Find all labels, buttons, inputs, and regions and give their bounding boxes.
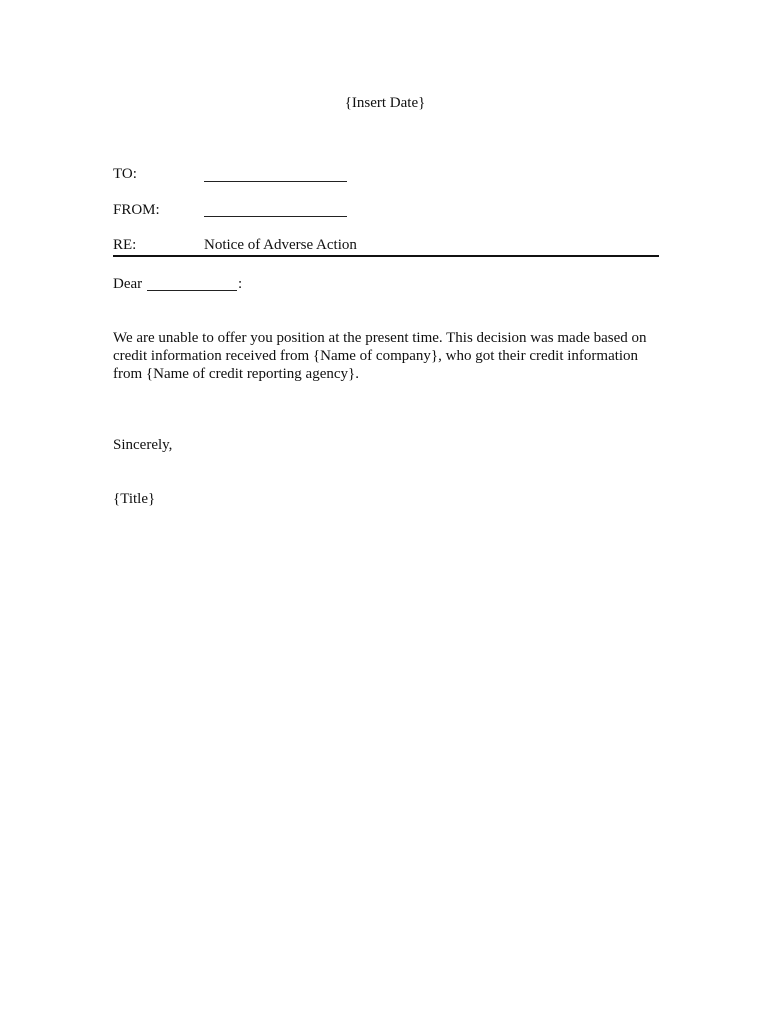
from-label: FROM: (113, 202, 160, 218)
re-label: RE: (113, 237, 137, 253)
letter-date: {Insert Date} (344, 95, 426, 111)
closing: Sincerely, (113, 437, 173, 453)
salutation: Dear (113, 276, 143, 292)
body-line: We are unable to offer you position at the present time. This decision was made based on (113, 330, 647, 346)
salutation-colon: : (238, 276, 243, 292)
header-divider (113, 255, 659, 257)
signature-title: {Title} (113, 491, 156, 507)
body-line: credit information received from {Name of company}, who got their credit information (113, 348, 639, 364)
body-line: from {Name of credit reporting agency}. (113, 366, 359, 382)
to-blank-line (204, 181, 347, 182)
from-blank-line (204, 216, 347, 217)
salutation-blank-line (147, 290, 237, 291)
letter-body (113, 329, 673, 383)
to-label: TO: (113, 166, 137, 182)
re-subject: Notice of Adverse Action (204, 237, 357, 253)
